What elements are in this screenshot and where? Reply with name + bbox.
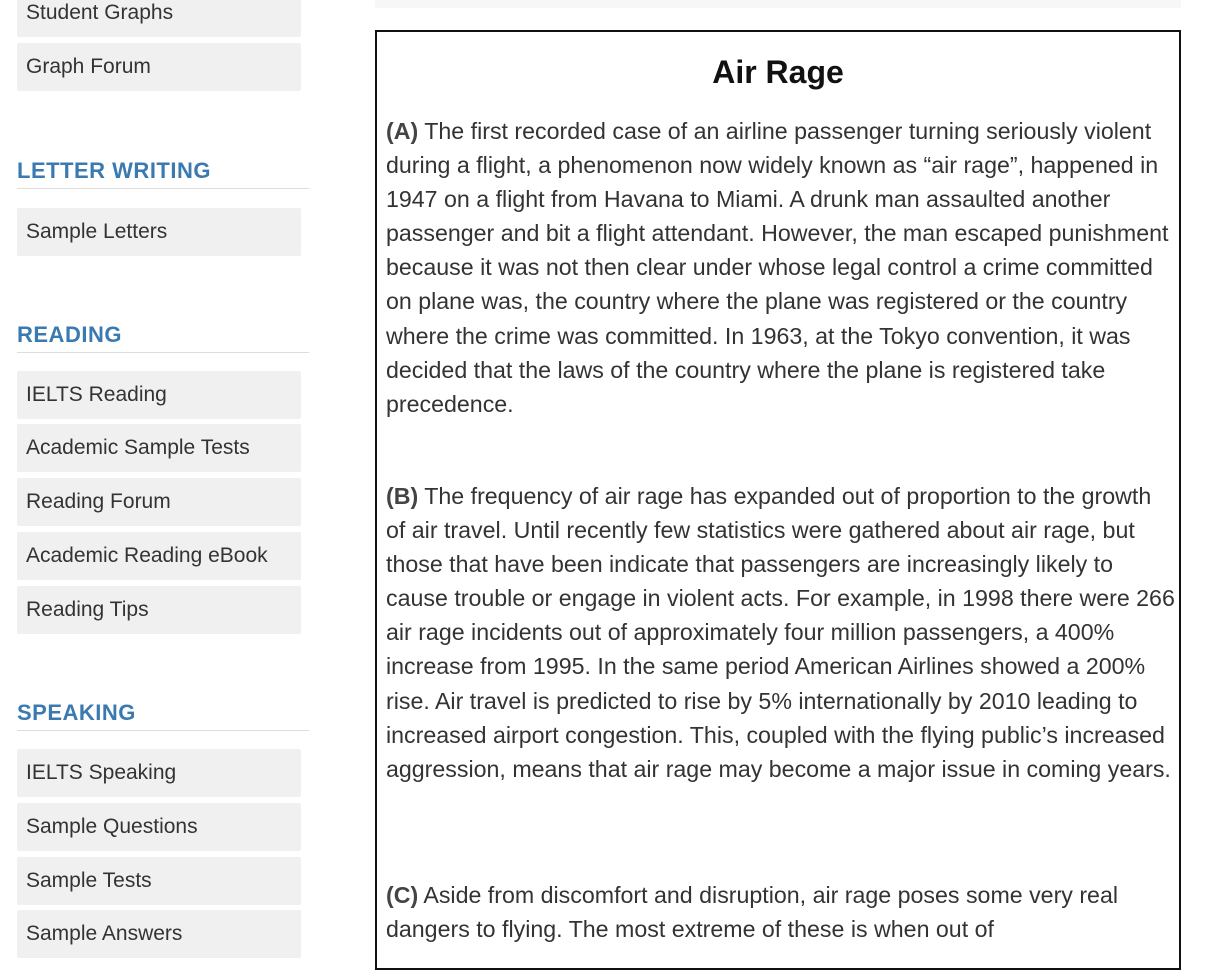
top-strip [375,0,1181,8]
nav-sample-answers[interactable]: Sample Answers [17,910,301,958]
paragraph-a [386,114,1176,421]
paragraph-b-label: (B) [386,483,419,509]
nav-ielts-reading[interactable]: IELTS Reading [17,371,301,419]
passage-title: Air Rage [712,54,844,90]
paragraph-b [386,479,1176,786]
nav-ielts-speaking[interactable]: IELTS Speaking [17,749,301,797]
nav-graph-forum[interactable]: Graph Forum [17,43,301,91]
nav-sample-tests[interactable]: Sample Tests [17,857,301,905]
letter-writing-heading: LETTER WRITING [17,158,309,189]
nav-sample-questions[interactable]: Sample Questions [17,803,301,851]
reading-passage [375,30,1181,970]
nav-student-graphs[interactable]: Student Graphs [17,0,301,37]
reading-heading: READING [17,322,309,353]
nav-academic-reading-ebook[interactable]: Academic Reading eBook [17,532,301,580]
paragraph-c-label: (C) [386,882,419,908]
paragraph-c [386,878,1176,946]
paragraph-b-text: The frequency of air rage has expanded out of proportion to the growth of air travel. Until recently few statistics were gathered about air rage, but those that have been indicate that passengers are increasingly likely to cause trouble or engage in violent acts. For example, in 1998 there were 266 air rage incidents out of approximately four million passengers, a 400% increase from 1995. In the same period American Airlines showed a 200% rise. Air travel is predicted to rise by 5% internationally by 2010 leading to increased airport congestion. This, coupled with the flying public’s increased aggression, means that air rage may become a major issue in coming years. [386,483,1175,782]
nav-reading-tips[interactable]: Reading Tips [17,586,301,634]
paragraph-a-text: The first recorded case of an airline passenger turning seriously violent during a flight, a phenomenon now widely known as “air rage”, happened in 1947 on a flight from Havana to Miami. A drunk man assaulted another passenger and bit a flight attendant. However, the man escaped punishment because it was not then clear under whose legal control a crime committed on plane was, the country where the plane was registered or the country where the crime was committed. In 1963, at the Tokyo convention, it was decided that the laws of the country where the plane is registered take precedence. [386,118,1169,417]
nav-sample-letters[interactable]: Sample Letters [17,208,301,256]
paragraph-c-text: Aside from discomfort and disruption, air rage poses some very real dangers to flying. The most extreme of these is when out of [386,882,1119,943]
paragraph-a-label: (A) [386,118,419,144]
nav-academic-sample-tests[interactable]: Academic Sample Tests [17,424,301,472]
sidebar [0,0,320,943]
speaking-heading: SPEAKING [17,700,309,731]
nav-reading-forum[interactable]: Reading Forum [17,478,301,526]
